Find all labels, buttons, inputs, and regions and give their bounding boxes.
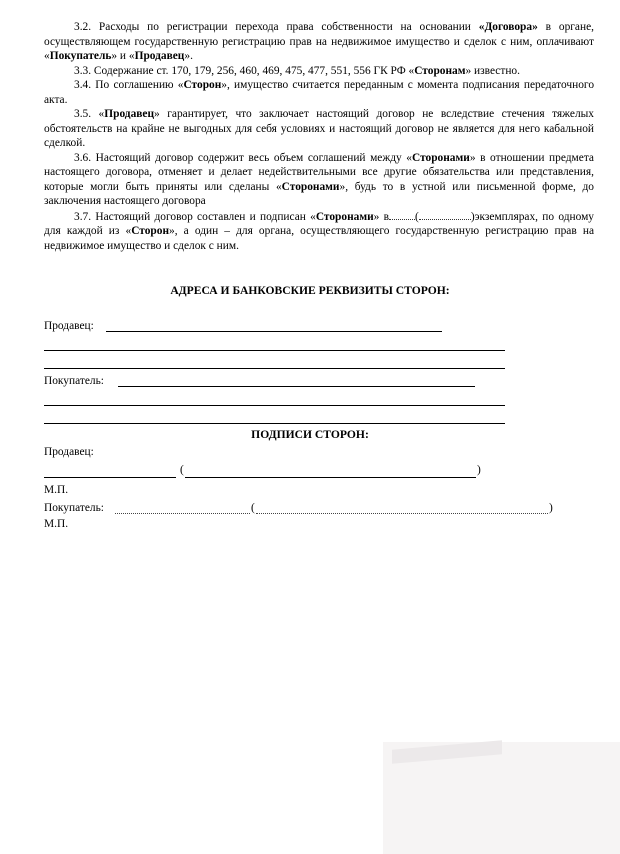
seller-paren-close: ) <box>477 464 481 476</box>
buyer-requisites-line-1[interactable] <box>118 386 475 387</box>
buyer-paren-close: ) <box>549 502 553 514</box>
signature-seller-label: Продавец: <box>44 446 94 458</box>
requisites-buyer-label: Покупатель: <box>44 375 104 387</box>
copies-count-blank[interactable] <box>389 209 415 220</box>
buyer-signature-line[interactable] <box>115 513 250 514</box>
clause-3-2: 3.2. Расходы по регистрации перехода права собственности на основании «Договора» в органе, осуществляющем государственную регистрацию прав на недвижимое имущество и сделок с ним, оплачивают «Покупатель» и «Продавец». <box>44 21 594 62</box>
clause-3-3: 3.3. Содержание ст. 170, 179, 256, 460, 469, 475, 477, 551, 556 ГК РФ «Сторонам» известно. <box>74 64 520 77</box>
seller-requisites-line-1[interactable] <box>106 331 442 332</box>
stamp-buyer: М.П. <box>44 518 69 530</box>
signatures-heading: ПОДПИСИ СТОРОН: <box>251 428 369 441</box>
buyer-requisites-line-3[interactable] <box>44 423 505 424</box>
contract-text <box>44 20 594 253</box>
clause-3-6: 3.6. Настоящий договор содержит весь объем соглашений между «Сторонами» в отношении предмета настоящего договора, отменяет и делает недействительными все другие обязательства или представления, которые могли быть приняты или сделаны «Сторонами», будь то в устной или письменной форме, до заключения настоящего договора <box>44 151 595 207</box>
seller-signature-line[interactable] <box>44 477 176 478</box>
buyer-requisites-line-2[interactable] <box>44 405 505 406</box>
seller-name-line[interactable] <box>185 477 476 478</box>
seller-paren-open: ( <box>180 464 184 476</box>
requisites-seller-label: Продавец: <box>44 320 94 332</box>
requisites-heading: АДРЕСА И БАНКОВСКИЕ РЕКВИЗИТЫ СТОРОН: <box>170 284 450 297</box>
stamp-seller: М.П. <box>44 484 69 496</box>
buyer-name-line[interactable] <box>256 513 548 514</box>
copies-words-blank[interactable] <box>419 209 471 220</box>
clause-3-7: 3.7. Настоящий договор составлен и подписан «Сторонами» в ( )экземплярах, по одному для каждой из «Сторон», а один – для органа, осуществляющего государственную регистрацию прав на недвижимое имущество и сделок с ним. <box>44 210 594 252</box>
seller-requisites-line-2[interactable] <box>44 350 505 351</box>
clause-3-4: 3.4. По соглашению «Сторон», имущество считается переданным с момента подписания передаточного акта. <box>44 79 595 106</box>
buyer-paren-open: ( <box>251 502 255 514</box>
clause-3-5: 3.5. «Продавец» гарантирует, что заключает настоящий договор не вследствие стечения тяжелых обстоятельств на крайне не выгодных для себя условиях и настоящий договор не является для него кабальной сделкой. <box>44 108 594 149</box>
signature-buyer-label: Покупатель: <box>44 502 104 514</box>
seller-requisites-line-3[interactable] <box>44 368 505 369</box>
